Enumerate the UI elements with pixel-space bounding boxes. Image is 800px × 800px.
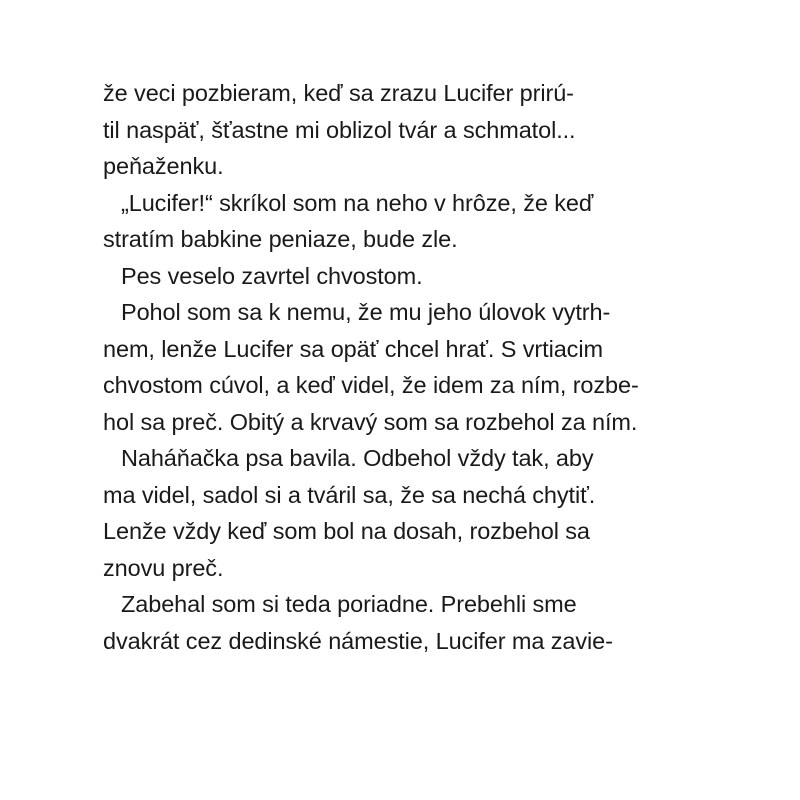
text-line: dvakrát cez dedinské námestie, Lucifer ma zavie- (103, 627, 613, 654)
text-line: že veci pozbieram, keď sa zrazu Lucifer prirú- (103, 80, 574, 106)
text-line: Pes veselo zavrtel chvostom. (121, 262, 423, 289)
text-line: Zabehal som si teda poriadne. Prebehli sme (121, 591, 577, 617)
text-line: peňaženku. (103, 153, 224, 179)
text-line: ma videl, sadol si a tváril sa, že sa nechá chytiť. (103, 481, 596, 508)
text-line: stratím babkine peniaze, bude zle. (103, 226, 458, 252)
text-line: Naháňačka psa bavila. Odbehol vždy tak, aby (121, 445, 594, 471)
text-line: „Lucifer!“ skríkol som na neho v hrôze, že keď (121, 189, 594, 216)
text-line: znovu preč. (103, 554, 224, 581)
text-line: Lenže vždy keď som bol na dosah, rozbehol sa (103, 518, 590, 544)
text-line: chvostom cúvol, a keď videl, že idem za ním, rozbe- (103, 372, 639, 398)
text-line: nem, lenže Lucifer sa opäť chcel hrať. S vrtiacim (103, 335, 603, 362)
body-text (103, 75, 703, 659)
text-line: til naspäť, šťastne mi oblizol tvár a schmatol... (103, 116, 576, 143)
text-line: Pohol som sa k nemu, že mu jeho úlovok vytrh- (121, 299, 611, 325)
text-line: hol sa preč. Obitý a krvavý som sa rozbehol za ním. (103, 408, 638, 435)
